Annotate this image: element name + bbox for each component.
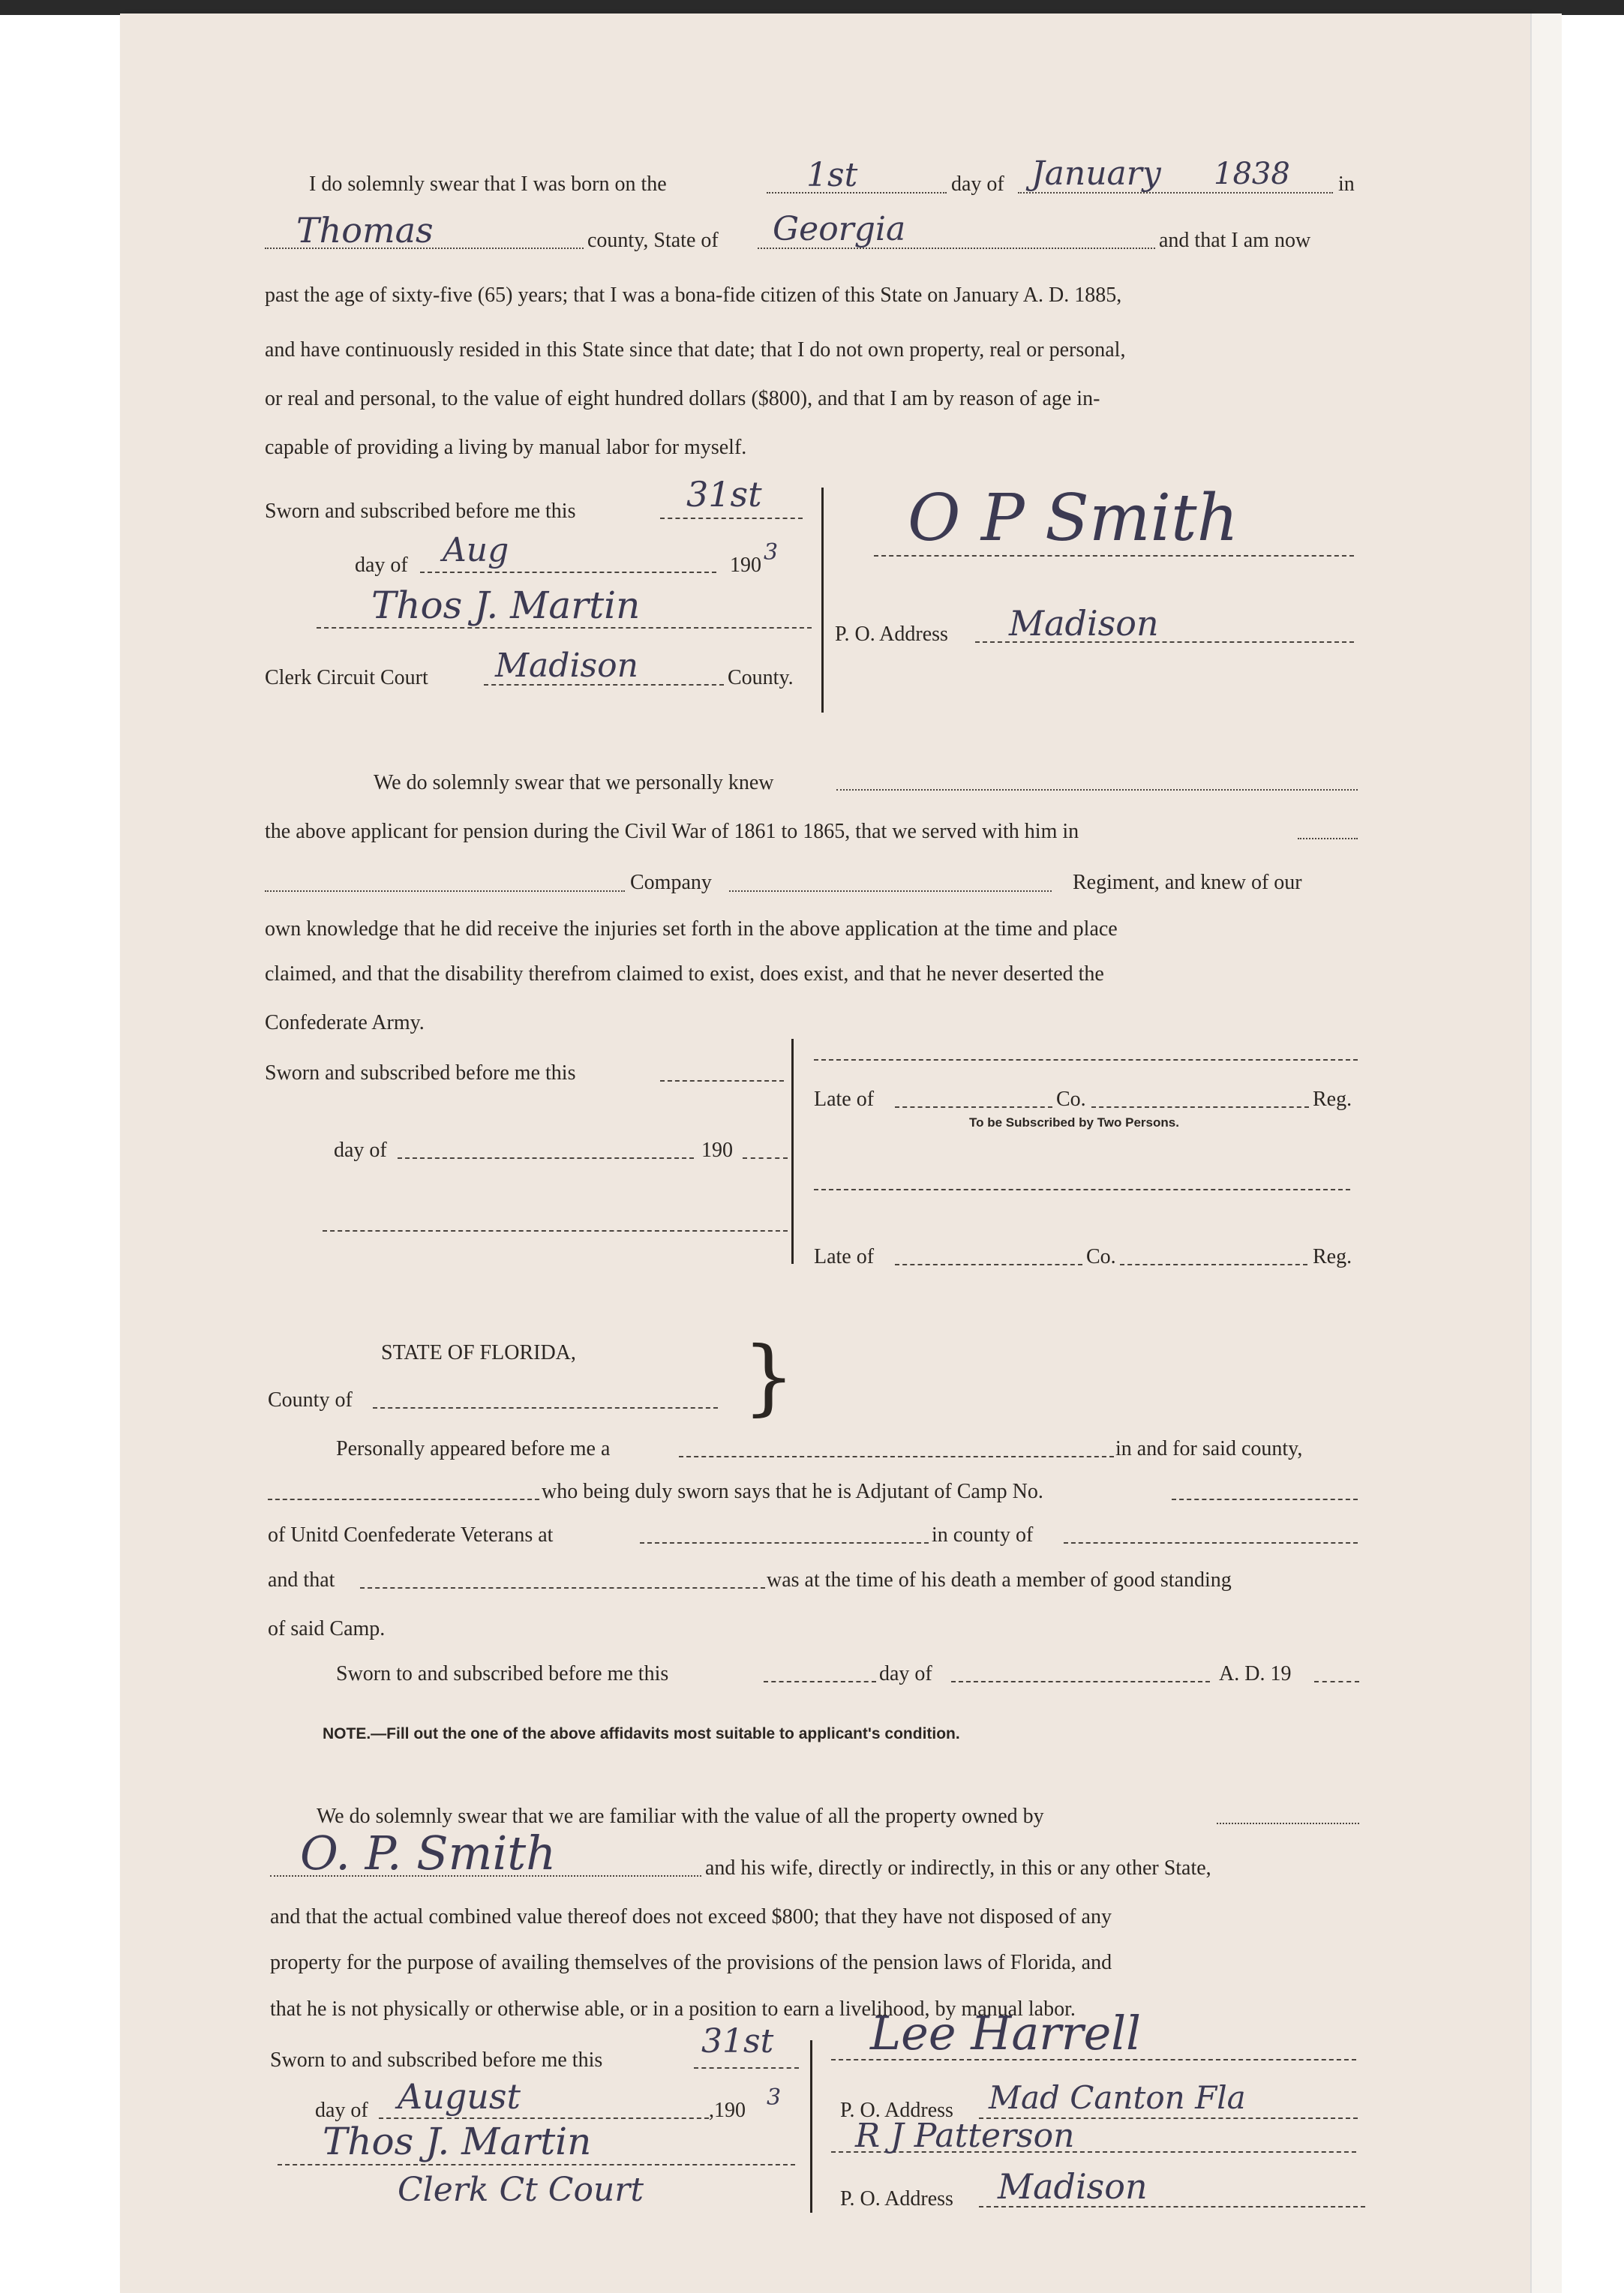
sec1-po: P. O. Address: [835, 623, 948, 646]
sec2-regiment: Regiment, and knew of our: [1073, 871, 1302, 894]
sec3-deceased-line: [360, 1587, 765, 1589]
sec1-dayof: day of: [355, 554, 408, 577]
applicant-po-hw: Madison: [1009, 603, 1159, 644]
sec2-company-line: [729, 890, 1052, 892]
clerk-county-hw: Madison: [495, 647, 638, 685]
clerk-sig-line: [317, 627, 812, 629]
sec4-clerk-line: [278, 2164, 795, 2165]
sec3-p1-line: [679, 1456, 1114, 1457]
sec4-yr: ,190: [709, 2099, 746, 2122]
sec1-sworn-line: [660, 518, 803, 519]
sec3-p3a: of Unitd Coenfederate Veterans at: [268, 1523, 554, 1547]
sec2-officer-line: [323, 1230, 788, 1232]
sec4-line3: and that the actual combined value thereof does not exceed $800; that they have not disposed of any: [270, 1905, 1112, 1928]
sec4-clerk-title-hw: Clerk Ct Court: [398, 2171, 644, 2209]
sec2-line4: own knowledge that he did receive the injuries set forth in the above application at the time and place: [265, 917, 1118, 941]
sec2-knew-line: [836, 789, 1358, 791]
applicant-sig-hw: O P Smith: [908, 481, 1238, 556]
sec4-line5: that he is not physically or otherwise able, or in a position to earn a livelihood, by manual labor.: [270, 1997, 1076, 2021]
w2-sig-hw: R J Patterson: [855, 2117, 1075, 2155]
witness1-reg: Reg.: [1313, 1088, 1352, 1111]
w1-po-hw: Mad Canton Fla: [989, 2079, 1246, 2116]
sec3-camp-line: [1172, 1499, 1358, 1500]
sec4-dayof-line: [379, 2117, 709, 2119]
sec2-dayof: day of: [334, 1139, 387, 1162]
sec3-sworn-dayof-line: [951, 1681, 1210, 1682]
sec3-p1a: Personally appeared before me a: [336, 1437, 611, 1460]
witness1-sig-line: [814, 1059, 1358, 1061]
sec2-sworn-line: [660, 1080, 784, 1082]
sec3-at-line: [640, 1542, 929, 1544]
note-text: NOTE.—Fill out the one of the above affidavits most suitable to applicant's condition.: [323, 1725, 960, 1742]
sec1-clerk-b: County.: [728, 666, 794, 689]
clerk-sig-hw: Thos J. Martin: [371, 584, 641, 627]
two-persons-note: To be Subscribed by Two Persons.: [969, 1115, 1179, 1130]
sec1-line4: and have continuously resided in this State since that date; that I do not own property, real or personal,: [265, 338, 1126, 362]
state-of-florida: STATE OF FLORIDA,: [381, 1341, 576, 1364]
sec1-line1b: day of: [951, 173, 1004, 196]
sec4-sworn: Sworn to and subscribed before me this: [270, 2048, 603, 2072]
sec2-dayof-line: [398, 1157, 694, 1159]
scan-right-edge: [1530, 14, 1562, 2293]
sec3-p3b: in county of: [932, 1523, 1034, 1547]
sec1-line2b: and that I am now: [1159, 229, 1311, 252]
witness2-co-line: [1120, 1264, 1307, 1265]
sec3-p5: of said Camp.: [268, 1617, 386, 1640]
born-year-hw: 1838: [1214, 157, 1290, 191]
sec3-sworn-c: A. D. 19: [1219, 1662, 1292, 1685]
sec4-yr-hw: 3: [767, 2084, 782, 2111]
sec3-p1b: in and for said county,: [1115, 1437, 1303, 1460]
born-day-hw: 1st: [806, 156, 858, 194]
sec4-dayof: day of: [315, 2099, 368, 2122]
sec3-year-line: [1314, 1681, 1359, 1682]
sec1-clerk-a: Clerk Circuit Court: [265, 666, 428, 689]
state-hw: Georgia: [773, 210, 906, 248]
sec3-countyof-line: [1064, 1542, 1358, 1544]
sec4-month-hw: August: [398, 2076, 521, 2117]
sec2-servedin-line: [1298, 838, 1358, 839]
sec4-clerk-hw: Thos J. Martin: [323, 2120, 592, 2163]
witness2-lateof: Late of: [814, 1245, 875, 1268]
sec3-brace: }: [743, 1328, 795, 1424]
sec3-sworn-line: [764, 1681, 876, 1682]
sec4-owner-hw: O. P. Smith: [300, 1826, 557, 1880]
sec3-county-line: [373, 1407, 718, 1409]
sec4-brace: [810, 2040, 812, 2213]
sec2-line6: Confederate Army.: [265, 1011, 425, 1034]
sec3-sworn-b: day of: [879, 1662, 932, 1685]
sec4-line2: and his wife, directly or indirectly, in this or any other State,: [705, 1856, 1211, 1880]
sec1-month-hw: Aug: [443, 531, 509, 569]
sec1-line1c: in: [1338, 173, 1355, 196]
sec1-line3: past the age of sixty-five (65) years; that I was a bona-fide citizen of this State on January A. D. 1885,: [265, 284, 1122, 307]
born-month-hw: January: [1031, 155, 1161, 193]
sec2-line2: the above applicant for pension during the Civil War of 1861 to 1865, that we served with him in: [265, 820, 1079, 843]
sec1-line6: capable of providing a living by manual labor for myself.: [265, 436, 747, 459]
sec2-brace: [791, 1039, 794, 1264]
witness2-reg: Reg.: [1313, 1245, 1352, 1268]
sec1-dayof-line: [420, 572, 716, 573]
sec1-yr: 190: [730, 554, 761, 577]
sec2-yr: 190: [701, 1139, 733, 1162]
witness1-co: Co.: [1056, 1088, 1086, 1111]
sec3-p4b: was at the time of his death a member of good standing: [767, 1568, 1232, 1592]
sec1-sworn: Sworn and subscribed before me this: [265, 500, 576, 523]
sec4-owner-line-a: [1217, 1823, 1359, 1824]
sec2-yr-line: [743, 1157, 788, 1159]
w1-sig-hw: Lee Harrell: [870, 2006, 1141, 2060]
witness1-co-line: [1091, 1106, 1309, 1108]
witness2-co: Co.: [1086, 1245, 1116, 1268]
county-hw: Thomas: [296, 210, 434, 251]
witness2-lateof-line: [895, 1264, 1082, 1265]
sec4-sworn-line: [694, 2067, 799, 2069]
witness2-sig-line: [814, 1189, 1350, 1190]
w2-po-hw: Madison: [998, 2166, 1148, 2207]
sec1-line5: or real and personal, to the value of eight hundred dollars ($800), and that I am by reason of age in-: [265, 387, 1100, 410]
sec3-p2: who being duly sworn says that he is Adjutant of Camp No.: [542, 1480, 1043, 1503]
scan-top-edge: [0, 0, 1624, 15]
sec4-sworn-day-hw: 31st: [701, 2022, 774, 2060]
sec3-p2-line: [268, 1499, 539, 1500]
sec2-company: Company: [630, 871, 712, 894]
sec2-sworn: Sworn and subscribed before me this: [265, 1061, 576, 1085]
sec1-brace: [821, 488, 824, 713]
sec3-county-of: County of: [268, 1388, 353, 1412]
w2-po: P. O. Address: [840, 2187, 953, 2210]
sec2-line5: claimed, and that the disability therefrom claimed to exist, does exist, and that he never deserted the: [265, 962, 1104, 986]
sec1-yr-hw: 3: [764, 539, 779, 566]
sec2-line1: We do solemnly swear that we personally knew: [374, 771, 774, 794]
sec4-line1: We do solemnly swear that we are familiar with the value of all the property owned by: [317, 1805, 1044, 1828]
sec1-line2a: county, State of: [587, 229, 719, 252]
sec3-p4a: and that: [268, 1568, 335, 1592]
sec3-sworn-a: Sworn to and subscribed before me this: [336, 1662, 669, 1685]
w1-po: P. O. Address: [840, 2099, 953, 2122]
sec4-line4: property for the purpose of availing themselves of the provisions of the pension laws of Florida, and: [270, 1951, 1112, 1974]
sec1-line1a: I do solemnly swear that I was born on the: [309, 173, 667, 196]
witness1-lateof: Late of: [814, 1088, 875, 1111]
sec2-unit-line: [265, 890, 625, 892]
witness1-lateof-line: [895, 1106, 1052, 1108]
sec1-sworn-day-hw: 31st: [686, 474, 762, 515]
